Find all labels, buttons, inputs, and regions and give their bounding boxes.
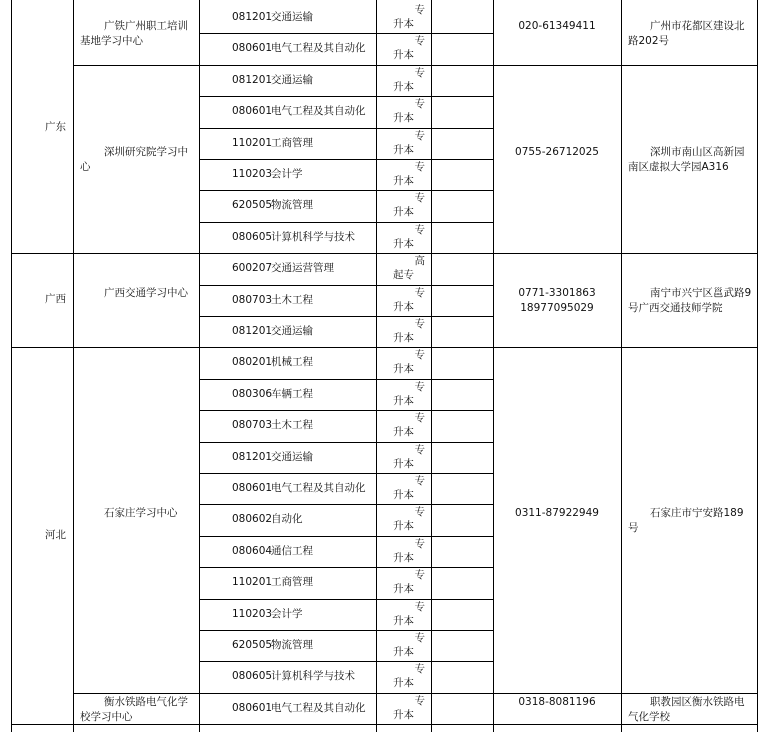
grid-line: [199, 630, 494, 631]
program-level: [393, 348, 425, 376]
province-label: 广东: [45, 120, 66, 133]
program-name: 物流管理: [271, 639, 313, 651]
province-label: 河北: [45, 528, 66, 541]
program-level-part: 升本: [393, 677, 414, 690]
program-level-part: 升本: [393, 300, 414, 313]
grid-line: [199, 159, 494, 160]
program-code: 081201: [232, 325, 273, 337]
grid-line: [199, 285, 494, 286]
program-code: 620505: [232, 199, 273, 212]
program-name: 机械工程: [271, 356, 313, 369]
center-address: 职教园区衡水铁路电气化学校: [628, 695, 745, 723]
program-code: 080601: [232, 701, 273, 714]
program-code: 080605: [232, 230, 273, 243]
center-address: 深圳市南山区高新园南区虚拟大学园A316: [628, 146, 745, 173]
program-level-part: 专: [414, 632, 425, 644]
program-level: [393, 3, 425, 31]
program-level-part: 升本: [393, 237, 414, 250]
program-level-part: 专: [414, 98, 425, 111]
program-name: 通信工程: [271, 544, 313, 557]
program-code: 080601: [232, 482, 273, 494]
program-level: [393, 160, 425, 188]
program-level: [393, 568, 425, 596]
program-level: [393, 34, 425, 62]
grid-line: [199, 473, 494, 474]
grid-line: [11, 724, 758, 725]
program-level-part: 升本: [393, 646, 414, 658]
program-name: 计算机科学与技术: [271, 230, 355, 243]
program-code: 080605: [232, 670, 273, 683]
program-level-part: 升本: [393, 206, 414, 219]
program-name: 会计学: [271, 168, 303, 180]
program-level: [393, 317, 425, 345]
program-level: [393, 537, 425, 565]
program-name: 工商管理: [271, 136, 313, 149]
program-code: 080602: [232, 513, 273, 526]
grid-line: [199, 190, 494, 191]
program-code: 620505: [232, 639, 273, 651]
program-name: 车辆工程: [271, 387, 313, 400]
center-name: 石家庄学习中心: [104, 507, 178, 520]
program-code: 081201: [232, 11, 273, 23]
grid-line: [431, 0, 432, 732]
program-code: 080604: [232, 544, 273, 557]
program-level-part: 升本: [393, 18, 414, 30]
program-level-part: 专: [414, 694, 425, 707]
program-level: [393, 223, 425, 251]
center-phone: 0755-26712025: [515, 146, 599, 158]
program-name: 交通运输: [271, 325, 313, 337]
grid-line: [376, 0, 377, 732]
program-name: 工商管理: [271, 576, 313, 589]
program-code: 081201: [232, 450, 273, 463]
program-name: 土木工程: [271, 293, 313, 306]
program-level-part: 专: [414, 412, 425, 425]
program-name: 电气工程及其自动化: [271, 701, 366, 714]
program-level-part: 升本: [393, 80, 414, 93]
program-level-part: 专: [414, 318, 425, 330]
grid-line: [11, 253, 758, 254]
program-level-part: 升本: [393, 426, 414, 439]
program-code: 081201: [232, 73, 273, 86]
program-name: 物流管理: [271, 199, 313, 212]
program-code: 080601: [232, 42, 273, 55]
program-name: 计算机科学与技术: [271, 670, 355, 683]
program-level-part: 专: [414, 506, 425, 519]
program-level-part: 升本: [393, 583, 414, 596]
grid-line: [199, 33, 494, 34]
program-level: [393, 600, 425, 628]
program-code: 080601: [232, 105, 273, 118]
program-name: 交通运输: [271, 11, 313, 23]
program-level-part: 专: [414, 443, 425, 456]
program-level-part: 升本: [393, 394, 414, 407]
program-level: [393, 286, 425, 314]
program-level-part: 专: [414, 35, 425, 48]
program-level: [393, 662, 425, 690]
grid-line: [199, 661, 494, 662]
program-level: [393, 380, 425, 408]
program-level-part: 升本: [393, 332, 414, 344]
center-name: 广西交通学习中心: [104, 287, 188, 300]
program-code: 110201: [232, 136, 273, 149]
center-name: 广铁广州职工培训基地学习中心: [80, 20, 188, 48]
program-level-part: 升本: [393, 363, 414, 376]
program-code: 110203: [232, 607, 273, 620]
program-level-part: 升本: [393, 708, 414, 721]
program-level-part: 专: [414, 349, 425, 362]
program-level-part: 专: [414, 286, 425, 299]
program-name: 电气工程及其自动化: [271, 42, 366, 55]
program-level: [393, 474, 425, 502]
program-level: [393, 254, 425, 282]
program-level-part: 高: [414, 255, 425, 268]
center-phone: 0311-87922949: [515, 507, 599, 520]
program-level-part: 专: [414, 663, 425, 676]
program-level-part: 升本: [393, 520, 414, 533]
program-name: 交通运营管理: [271, 262, 334, 275]
grid-line: [73, 693, 758, 694]
grid-line: [199, 442, 494, 443]
program-level-part: 起专: [393, 269, 414, 282]
grid-line: [199, 222, 494, 223]
grid-line: [73, 0, 74, 732]
program-level: [393, 66, 425, 94]
grid-line: [199, 504, 494, 505]
program-level-part: 升本: [393, 49, 414, 62]
grid-line: [757, 0, 758, 732]
grid-line: [11, 0, 12, 732]
center-phone: 0771-3301863 18977095029: [518, 287, 596, 315]
program-level-part: 升本: [393, 143, 414, 156]
center-address: 石家庄市宁安路189号: [628, 507, 744, 535]
program-level: [393, 694, 425, 722]
center-address: 南宁市兴宁区邕武路9号广西交通技师学院: [628, 287, 752, 315]
program-code: 080201: [232, 356, 273, 369]
program-level-part: 专: [414, 380, 425, 393]
program-code: 600207: [232, 262, 273, 275]
program-code: 080306: [232, 387, 273, 400]
program-level-part: 专: [414, 129, 425, 142]
grid-line: [199, 379, 494, 380]
program-level-part: 升本: [393, 551, 414, 564]
grid-line: [199, 96, 494, 97]
program-level-part: 升本: [393, 112, 414, 125]
program-name: 电气工程及其自动化: [271, 105, 366, 118]
program-level: [393, 191, 425, 219]
grid-line: [199, 567, 494, 568]
program-level-part: 升本: [393, 489, 414, 501]
program-level-part: 专: [414, 600, 425, 613]
grid-line: [199, 0, 200, 732]
program-level: [393, 443, 425, 471]
grid-line: [199, 410, 494, 411]
program-level: [393, 411, 425, 439]
program-code: 110203: [232, 168, 273, 180]
center-phone: 0318-8081196: [518, 695, 596, 708]
center-address: 广州市花都区建设北路202号: [628, 20, 745, 48]
grid-line: [199, 128, 494, 129]
program-level-part: 专: [414, 569, 425, 582]
program-code: 110201: [232, 576, 273, 589]
program-name: 土木工程: [271, 419, 313, 432]
program-name: 交通运输: [271, 73, 313, 86]
center-name: 衡水铁路电气化学校学习中心: [80, 695, 188, 723]
program-name: 自动化: [271, 513, 303, 526]
grid-line: [199, 536, 494, 537]
grid-line: [199, 316, 494, 317]
grid-line: [621, 0, 622, 732]
program-level: [393, 97, 425, 125]
program-level: [393, 129, 425, 157]
program-level-part: 升本: [393, 614, 414, 627]
program-level-part: 专: [414, 161, 425, 173]
program-level-part: 专: [414, 4, 425, 16]
program-code: 080703: [232, 293, 273, 306]
program-level-part: 升本: [393, 175, 414, 187]
program-level-part: 专: [414, 66, 425, 79]
program-level-part: 专: [414, 475, 425, 487]
program-name: 交通运输: [271, 450, 313, 463]
grid-line: [11, 347, 758, 348]
program-name: 电气工程及其自动化: [271, 482, 366, 494]
grid-line: [73, 65, 758, 66]
center-phone: 020-61349411: [518, 20, 596, 33]
province-label: 广西: [45, 293, 66, 306]
program-name: 会计学: [271, 607, 303, 620]
program-level-part: 升本: [393, 457, 414, 470]
program-level-part: 专: [414, 192, 425, 205]
program-level-part: 专: [414, 537, 425, 550]
grid-line: [199, 599, 494, 600]
center-name: 深圳研究院学习中心: [80, 146, 188, 173]
program-level-part: 专: [414, 223, 425, 236]
grid-line: [493, 0, 494, 732]
program-level: [393, 631, 425, 659]
program-code: 080703: [232, 419, 273, 432]
program-level: [393, 505, 425, 533]
